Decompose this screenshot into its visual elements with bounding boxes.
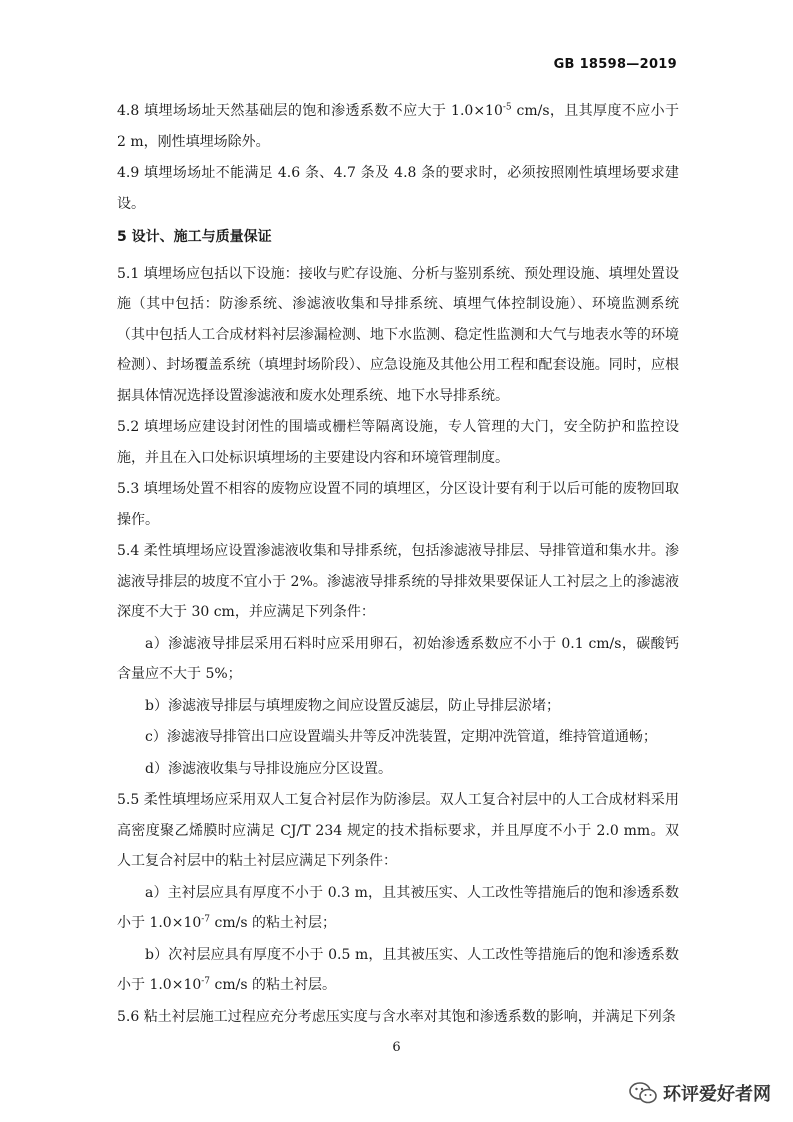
- page-number: 6: [392, 1040, 401, 1055]
- clause-5-5-b-text-2: cm/s 的粘土衬层。: [210, 977, 336, 993]
- clause-5-4-d: d）渗滤液收集与导排设施应分区设置。: [145, 760, 392, 777]
- section-5-heading: 5 设计、施工与质量保证: [117, 229, 272, 245]
- clause-4-8: [117, 96, 679, 157]
- clause-5-4: 5.4 柔性填埋场应设置渗滤液收集和导排系统，包括渗滤液导排层、导排管道和集水井。渗滤液导排层的坡度不宜小于 2%。渗滤液导排系统的导排效果要保证人工衬层之上的渗滤液深度不大于 30 cm，并应满足下列条件：: [117, 543, 679, 620]
- clause-5-4-b: b）渗滤液导排层与填埋废物之间应设置反滤层，防止导排层淤堵；: [145, 697, 560, 714]
- clause-5-6: 5.6 粘土衬层施工过程应充分考虑压实度与含水率对其饱和渗透系数的影响，并满足下列条: [117, 1008, 676, 1025]
- clause-4-8-text-2: cm/s，且其厚度不应小于 2 m，刚性填埋场除外。: [117, 103, 679, 150]
- clause-5-3: 5.3 填埋场处置不相容的废物应设置不同的填埋区，分区设计要有利于以后可能的废物回取操作。: [117, 481, 679, 528]
- clause-4-8-text: 4.8 填埋场场址天然基础层的饱和渗透系数不应大于 1.0×10: [117, 103, 503, 119]
- clause-5-5-b: [117, 940, 679, 1001]
- clause-5-2: 5.2 填埋场应建设封闭性的围墙或栅栏等隔离设施，专人管理的大门，安全防护和监控设施，并且在入口处标识填埋场的主要建设内容和环境管理制度。: [117, 419, 679, 466]
- wechat-icon: [629, 1082, 657, 1104]
- clause-5-1: 5.1 填埋场应包括以下设施：接收与贮存设施、分析与鉴别系统、预处理设施、填埋处置设施（其中包括：防渗系统、渗滤液收集和导排系统、填埋气体控制设施）、环境监测系统（其中包括人工合成材料衬层渗漏检测、地下水监测、稳定性监测和大气与地表水等的环境检测）、封场覆盖系统（填埋封场阶段）、应急设施及其他公用工程和配套设施。同时，应根据具体情况选择设置渗滤液和废水处理系统、地下水导排系统。: [117, 265, 679, 404]
- clause-5-4-a: a）渗滤液导排层采用石料时应采用卵石，初始渗透系数应不小于 0.1 cm/s，碳酸钙含量应不大于 5%；: [117, 635, 679, 682]
- clause-5-5-b-text: b）次衬层应具有厚度不小于 0.5 m，且其被压实、人工改性等措施后的饱和渗透系数小于 1.0×10: [117, 946, 679, 993]
- exponent: -5: [502, 102, 512, 113]
- exponent: -7: [201, 914, 211, 925]
- clause-4-9: 4.9 填埋场场址不能满足 4.6 条、4.7 条及 4.8 条的要求时，必须按照刚性填埋场要求建设。: [117, 165, 679, 212]
- clause-5-5: 5.5 柔性填埋场应采用双人工复合衬层作为防渗层。双人工复合衬层中的人工合成材料采用高密度聚乙烯膜时应满足 CJ/T 234 规定的技术指标要求，并且厚度不小于 2.0 mm。双人工复合衬层中的粘土衬层应满足下列条件：: [117, 792, 679, 869]
- clause-5-4-c: c）渗滤液导排管出口应设置端头井等反冲洗装置，定期冲洗管道，维持管道通畅；: [145, 729, 657, 745]
- document-body: [117, 96, 679, 1033]
- watermark: [629, 1080, 771, 1106]
- clause-5-5-a: [117, 878, 679, 939]
- watermark-text: 环评爱好者网: [663, 1084, 771, 1105]
- clause-5-5-a-text: a）主衬层应具有厚度不小于 0.3 m，且其被压实、人工改性等措施后的饱和渗透系数小于 1.0×10: [117, 884, 679, 931]
- exponent: -7: [201, 976, 211, 987]
- standard-code: GB 18598—2019: [553, 57, 677, 72]
- clause-5-5-a-text-2: cm/s 的粘土衬层；: [210, 915, 336, 931]
